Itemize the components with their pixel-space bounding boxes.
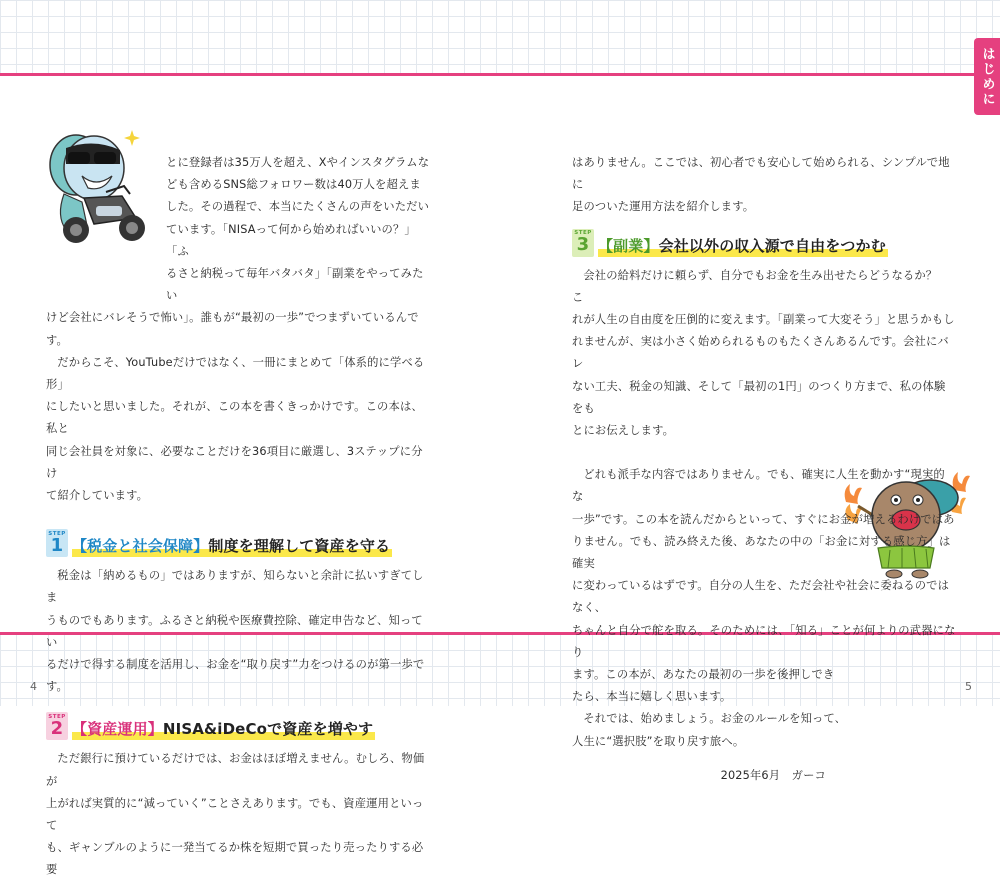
- left-paragraph-2: だからこそ、YouTubeだけではなく、一冊にまとめて「体系的に学べる形」 にしたいと思いました。それが、この本を書くきっかけです。この本は、私と 同じ会社員を対象に、必要なことだけを36項目に厳選し、3ステップに分け て紹介しています。: [46, 355, 425, 503]
- step2-body: ただ銀行に預けているだけでは、お金はほぼ増えません。むしろ、物価が 上がれば実質的に“減っていく”ことさえあります。でも、資産運用といって も、ギャンブルのように一発当てるか株を短期で買ったり売ったりする必要: [46, 752, 425, 877]
- step1-body: 税金は「納めるもの」ではありますが、知らないと余計に払いすぎてしま うものでもあります。ふるさと納税や医療費控除、確定申告など、知ってい るだけで得する制度を活用し、お金を“取り戻す”力をつけるのが第一歩です。: [46, 569, 425, 694]
- step3-body: 会社の給料だけに頼らず、自分でもお金を生み出せたらどうなるか？ こ れが人生の自由度を圧倒的に変えます。「副業って大変そう」と思うかもし れませんが、実は小さく始められるものもたくさんあるんです。会社にバレ ない工夫、税金の知識、そして「最初の1円」のつくり方まで、私の体験をも とにお伝えします。: [572, 268, 955, 438]
- page-number-right: 5: [965, 680, 972, 693]
- left-page-column: [46, 152, 431, 882]
- step1-heading: [46, 523, 431, 557]
- right-continued-text: はありません。ここでは、初心者でも安心して始められる、シンプルで地に 足のついた運用方法を紹介します。: [572, 156, 950, 214]
- chapter-tab[interactable]: はじめに: [974, 38, 1000, 115]
- intro-wrapped-text: とに登録者は35万人を超え、Xやインスタグラムな ども含めるSNS総フォロワー数は40万人を超えま した。その過程で、本当にたくさんの声をいただい ています。「NISAって何から始めればいいの？」「ふ るさと納税って毎年バタバタ」「副業をやってみたい: [166, 156, 430, 303]
- signature-line: 2025年6月 ガーコ: [720, 768, 826, 782]
- step2-title: 【資産運用】NISA&iDeCoで資産を増やす: [72, 720, 374, 739]
- step3-heading: [572, 223, 956, 257]
- step1-badge: STEP 1: [46, 529, 68, 557]
- right-page-column: [572, 152, 956, 787]
- step3-badge: STEP 3: [572, 229, 594, 257]
- intro-continued-text: けど会社にバレそうで怖い」。誰もが“最初の一歩”でつまずいているんです。: [46, 311, 419, 347]
- step3-title: 【副業】会社以外の収入源で自由をつかむ: [598, 236, 886, 255]
- final-paragraph: それでは、始めましょう。お金のルールを知って、 人生に“選択肢”を取り戻す旅へ。: [572, 712, 847, 748]
- header-rule: [0, 73, 1000, 76]
- page-number-left: 4: [30, 680, 37, 693]
- step1-title: 【税金と社会保障】制度を理解して資産を守る: [72, 537, 391, 556]
- closing-paragraph: どれも派手な内容ではありません。でも、確実に人生を動かす“現実的な 一歩”です。この本を読んだからといって、すぐにお金が増えるわけではあ りません。でも、読み終えた後、あなたの中の「お金に対する感じ方」は確実 に変わっているはずです。自分の人生を、ただ会社や社会に委ねるのではなく、 ちゃんと自分で舵を取る。そのためには、「知る」ことが何よりの武器になり ます。この本が、あなたの最初の一歩を後押しでき たら、本当に嬉しく思います。: [572, 468, 956, 704]
- step2-heading: [46, 706, 431, 740]
- step2-badge: STEP 2: [46, 712, 68, 740]
- grid-header-band: [0, 0, 1000, 74]
